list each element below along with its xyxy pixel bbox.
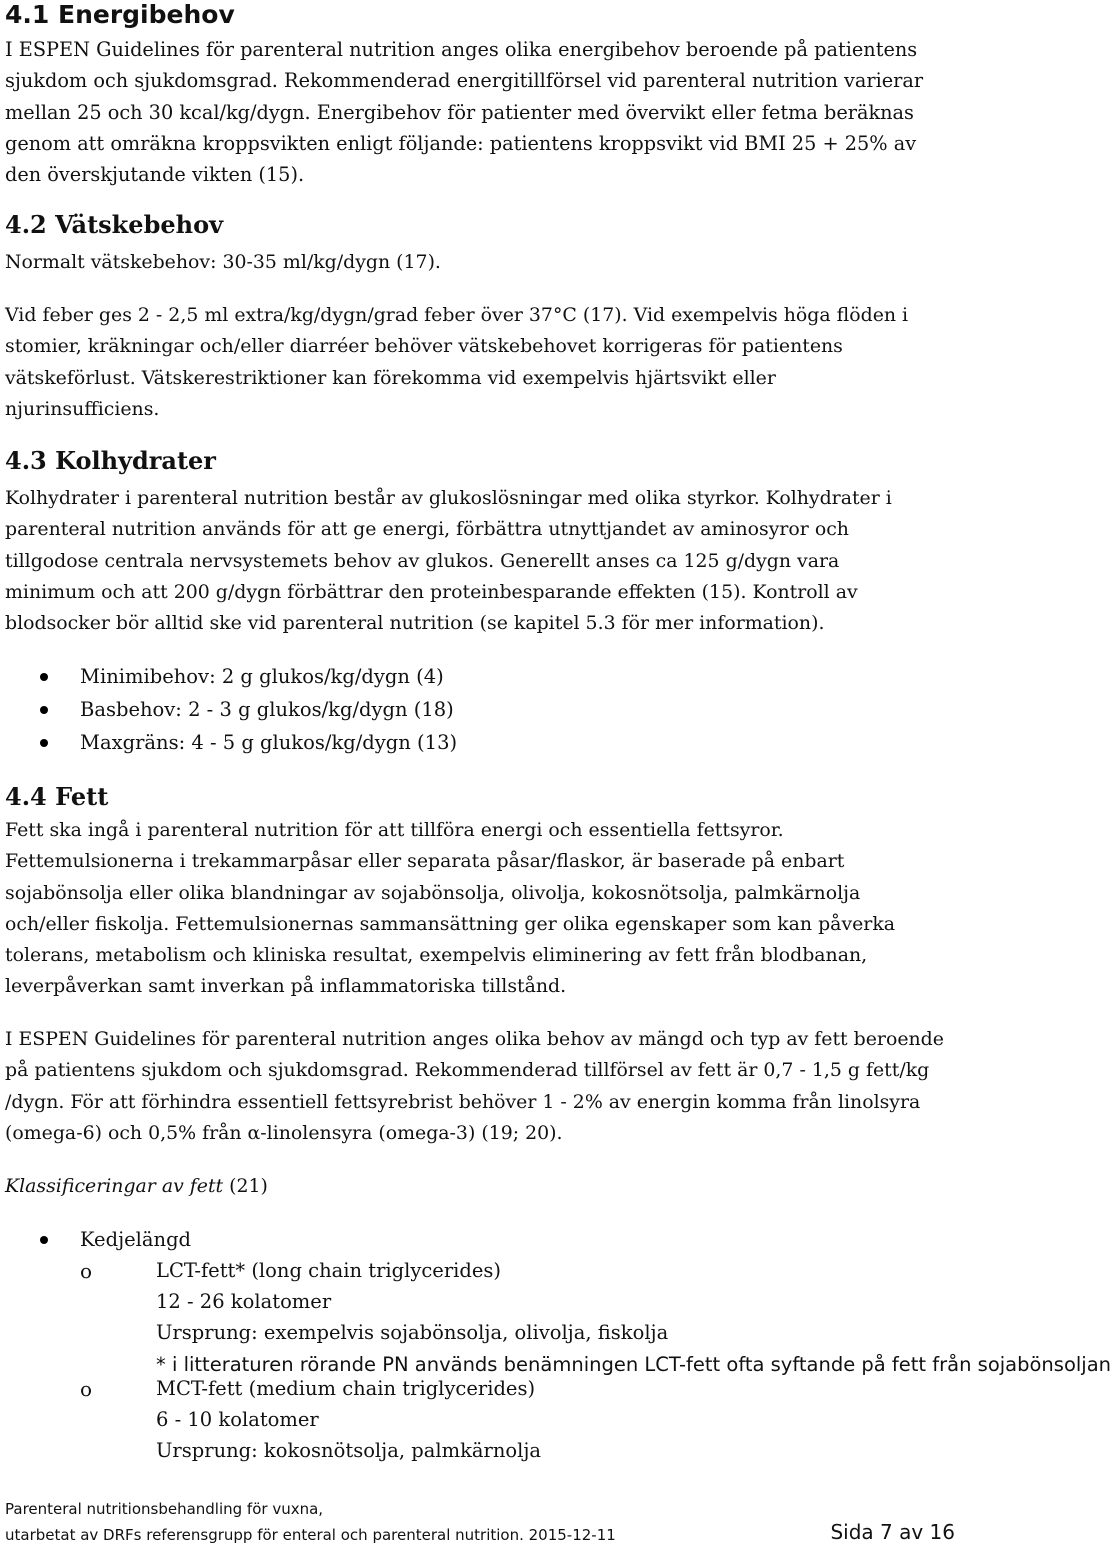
text-line: Normalt vätskebehov: 30-35 ml/kg/dygn (17).: [5, 251, 441, 273]
text-line: I ESPEN Guidelines för parenteral nutrition anges olika behov av mängd och typ av fett beroende: [5, 1028, 944, 1050]
paragraph-energibehov: [5, 34, 960, 190]
list-item: Maxgräns: 4 - 5 g glukos/kg/dygn (13): [0, 726, 960, 759]
lct-title: LCT-fett* (long chain triglycerides): [156, 1259, 502, 1282]
mct-title: MCT-fett (medium chain triglycerides): [156, 1377, 536, 1400]
bullet-icon: [40, 706, 48, 714]
paragraph-kolhydrater: [5, 483, 960, 639]
footer-authors: utarbetat av DRFs referensgrupp för enteral och parenteral nutrition. 2015-12-11: [5, 1526, 616, 1544]
paragraph-fett-espen: [5, 1024, 960, 1149]
text-line: Fett ska ingå i parenteral nutrition för att tillföra energi och essentiella fettsyror.: [5, 819, 784, 841]
text-line: genom att omräkna kroppsvikten enligt följande: patientens kroppsvikt vid BMI 25 + 25% av: [5, 131, 917, 155]
text-line: blodsocker bör alltid ske vid parenteral nutrition (se kapitel 5.3 för mer information).: [5, 612, 825, 635]
mct-atoms: 6 - 10 kolatomer: [156, 1408, 319, 1431]
list-item: Basbehov: 2 - 3 g glukos/kg/dygn (18): [0, 693, 960, 726]
heading-kolhydrater: 4.3 Kolhydrater: [5, 446, 216, 475]
classification-title: [5, 1171, 960, 1202]
text-line: I ESPEN Guidelines för parenteral nutrition anges olika energibehov beroende på patientens: [5, 38, 918, 61]
circle-bullet-icon: o: [80, 1259, 93, 1283]
text-line: minimum och att 200 g/dygn förbättrar den proteinbesparande effekten (15). Kontroll av: [5, 580, 858, 603]
text-line: mellan 25 och 30 kcal/kg/dygn. Energibehov för patienter med övervikt eller fetma beräknas: [5, 100, 914, 124]
bullet-icon: [40, 673, 48, 681]
paragraph-vatskebehov-normal: [5, 247, 960, 278]
text-line: vätskeförlust. Vätskerestriktioner kan förekomma vid exempelvis hjärtsvikt eller: [5, 366, 776, 389]
text-line: njurinsufficiens.: [5, 397, 160, 420]
text-line: parenteral nutrition används för att ge energi, förbättra utnyttjandet av aminosyror och: [5, 518, 849, 541]
heading-vatskebehov: 4.2 Vätskebehov: [5, 210, 224, 239]
text-line: Kolhydrater i parenteral nutrition består av glukoslösningar med olika styrkor. Kolhydrater i: [5, 487, 892, 509]
text-line: och/eller fiskolja. Fettemulsionernas sammansättning ger olika egenskaper som kan påverka: [5, 912, 896, 935]
heading-energibehov: 4.1 Energibehov: [5, 0, 235, 29]
lct-footnote: * i litteraturen rörande PN används benämningen LCT-fett ofta syftande på fett från sojabönsoljan: [156, 1353, 1111, 1376]
text-line: /dygn. För att förhindra essentiell fettsyrebrist behöver 1 - 2% av energin komma från linolsyra: [5, 1090, 921, 1113]
text-line: Fettemulsionerna i trekammarpåsar eller separata påsar/flaskor, är baserade på enbart: [5, 850, 845, 873]
bullet-icon: [40, 739, 48, 747]
mct-origin: Ursprung: kokosnötsolja, palmkärnolja: [156, 1439, 542, 1462]
classification-title-ref: (21): [223, 1175, 268, 1197]
lct-origin: Ursprung: exempelvis sojabönsolja, olivolja, fiskolja: [156, 1321, 669, 1344]
text-line: stomier, kräkningar och/eller diarréer behöver vätskebehovet korrigeras för patientens: [5, 335, 843, 358]
circle-bullet-icon: o: [80, 1377, 93, 1401]
bullet-icon: [40, 1236, 48, 1244]
text-line: tillgodose centrala nervsystemets behov av glukos. Generellt anses ca 125 g/dygn vara: [5, 549, 840, 572]
text-line: Vid feber ges 2 - 2,5 ml extra/kg/dygn/grad feber över 37°C (17). Vid exempelvis höga flöden i: [5, 304, 909, 326]
text-line: sjukdom och sjukdomsgrad. Rekommenderad energitillförsel vid parenteral nutrition varierar: [5, 69, 924, 93]
text-line: sojabönsolja eller olika blandningar av sojabönsolja, olivolja, kokosnötsolja, palmkärnolja: [5, 881, 861, 904]
classification-title-text: Klassificeringar av fett: [5, 1175, 224, 1197]
lct-atoms: 12 - 26 kolatomer: [156, 1290, 332, 1313]
text-line: leverpåverkan samt inverkan på inflammatoriska tillstånd.: [5, 975, 567, 998]
text-line: den överskjutande vikten (15).: [5, 163, 305, 187]
list-item: Minimibehov: 2 g glukos/kg/dygn (4): [0, 660, 960, 693]
text-line: på patientens sjukdom och sjukdomsgrad. Rekommenderad tillförsel av fett är 0,7 - 1,5 g fett/kg: [5, 1059, 930, 1082]
footer-document-title: Parenteral nutritionsbehandling för vuxna,: [5, 1500, 324, 1518]
text-line: tolerans, metabolism och kliniska resultat, exempelvis eliminering av fett från blodbanan,: [5, 944, 868, 967]
fat-classification-list: [0, 1223, 960, 1256]
paragraph-vatskebehov-feber: [5, 300, 960, 425]
list-item: Kedjelängd: [0, 1223, 960, 1256]
glucose-requirement-list: [0, 660, 960, 759]
paragraph-fett-intro: [5, 815, 960, 1003]
heading-fett: 4.4 Fett: [5, 782, 109, 811]
page-number: Sida 7 av 16: [830, 1520, 955, 1544]
text-line: (omega-6) och 0,5% från α-linolensyra (omega-3) (19; 20).: [5, 1121, 563, 1144]
